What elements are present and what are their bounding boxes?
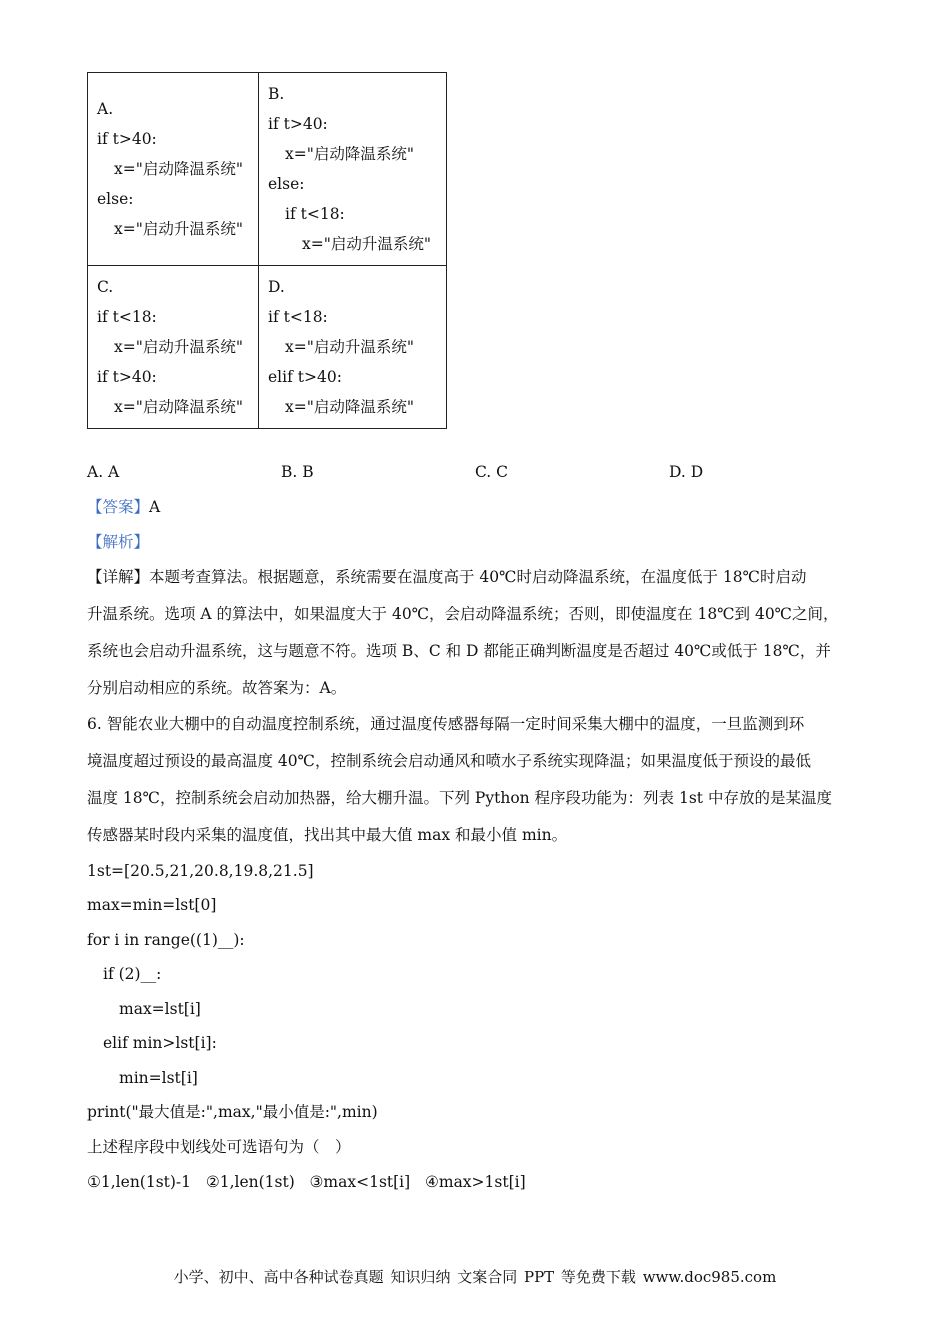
choice-d: D. D bbox=[669, 463, 704, 481]
code-line: for i in range((1)__): bbox=[87, 931, 245, 949]
code-line: print("最大值是:",max,"最小值是:",min) bbox=[87, 1103, 378, 1121]
code-line: if t<18: bbox=[268, 308, 328, 326]
question-line: 境温度超过预设的最高温度 40℃，控制系统会启动通风和喷水子系统实现降温；如果温度低于预设的最低 bbox=[87, 752, 811, 770]
options-table bbox=[87, 72, 447, 429]
code-line: x="启动降温系统" bbox=[285, 145, 414, 163]
code-line: elif min>lst[i]: bbox=[103, 1034, 217, 1052]
choice-a: A. A bbox=[87, 463, 120, 481]
option-c-label: C. bbox=[97, 278, 114, 296]
code-line: max=min=lst[0] bbox=[87, 896, 217, 914]
option-d-label: D. bbox=[268, 278, 285, 296]
code-line: max=lst[i] bbox=[119, 1000, 201, 1018]
question-line: 6. 智能农业大棚中的自动温度控制系统，通过温度传感器每隔一定时间采集大棚中的温度，一旦监测到环 bbox=[87, 715, 805, 733]
page-footer: 小学、初中、高中各种试卷真题 知识归纳 文案合同 PPT 等免费下载 www.doc985.com bbox=[173, 1268, 777, 1286]
option-a-cell bbox=[88, 73, 259, 266]
code-line: min=lst[i] bbox=[119, 1069, 198, 1087]
code-line: if (2)__: bbox=[103, 965, 162, 983]
code-line: if t<18: bbox=[285, 205, 345, 223]
code-line: x="启动升温系统" bbox=[114, 338, 243, 356]
code-line: x="启动升温系统" bbox=[285, 338, 414, 356]
option-a-label: A. bbox=[97, 100, 114, 118]
code-line: if t>40: bbox=[97, 368, 157, 386]
code-line: else: bbox=[268, 175, 305, 193]
detail-line: 升温系统。选项 A 的算法中，如果温度大于 40℃，会启动降温系统；否则，即使温度在 18℃到 40℃之间， bbox=[87, 605, 839, 623]
code-line: if t<18: bbox=[97, 308, 157, 326]
choice-c: C. C bbox=[475, 463, 509, 481]
code-line: x="启动升温系统" bbox=[114, 220, 243, 238]
code-line: x="启动降温系统" bbox=[285, 398, 414, 416]
option-c-cell bbox=[88, 266, 259, 429]
option-b-cell bbox=[259, 73, 447, 266]
choice-b: B. B bbox=[281, 463, 314, 481]
code-line: else: bbox=[97, 190, 134, 208]
option-b-label: B. bbox=[268, 85, 285, 103]
question-6-text bbox=[87, 706, 867, 854]
question-prompt: 上述程序段中划线处可选语句为（ ） bbox=[87, 1138, 351, 1156]
code-line: x="启动降温系统" bbox=[114, 160, 243, 178]
analysis-tag: 【解析】 bbox=[87, 533, 150, 551]
code-line: if t>40: bbox=[97, 130, 157, 148]
code-line: if t>40: bbox=[268, 115, 328, 133]
detail-line: 【详解】本题考查算法。根据题意，系统需要在温度高于 40℃时启动降温系统，在温度低于 18℃时启动 bbox=[87, 568, 807, 586]
detail-line: 系统也会启动升温系统，这与题意不符。选项 B、C 和 D 都能正确判断温度是否超过 40℃或低于 18℃，并 bbox=[87, 642, 831, 660]
answer-tag: 【答案】 bbox=[87, 498, 150, 516]
question-line: 温度 18℃，控制系统会启动加热器，给大棚升温。下列 Python 程序段功能为：列表 1st 中存放的是某温度 bbox=[87, 789, 832, 807]
statement-options: ①1,len(1st)-1 ②1,len(1st) ③max<1st[i] ④max>1st[i] bbox=[87, 1173, 526, 1191]
code-line: x="启动升温系统" bbox=[302, 235, 431, 253]
code-line: 1st=[20.5,21,20.8,19.8,21.5] bbox=[87, 862, 314, 880]
detail-paragraph bbox=[87, 559, 867, 707]
code-line: elif t>40: bbox=[268, 368, 342, 386]
answer-value: A bbox=[149, 498, 161, 516]
answer-line bbox=[87, 495, 160, 519]
option-d-cell bbox=[259, 266, 447, 429]
question-line: 传感器某时段内采集的温度值，找出其中最大值 max 和最小值 min。 bbox=[87, 826, 568, 844]
code-line: x="启动降温系统" bbox=[114, 398, 243, 416]
detail-line: 分别启动相应的系统。故答案为：A。 bbox=[87, 679, 347, 697]
